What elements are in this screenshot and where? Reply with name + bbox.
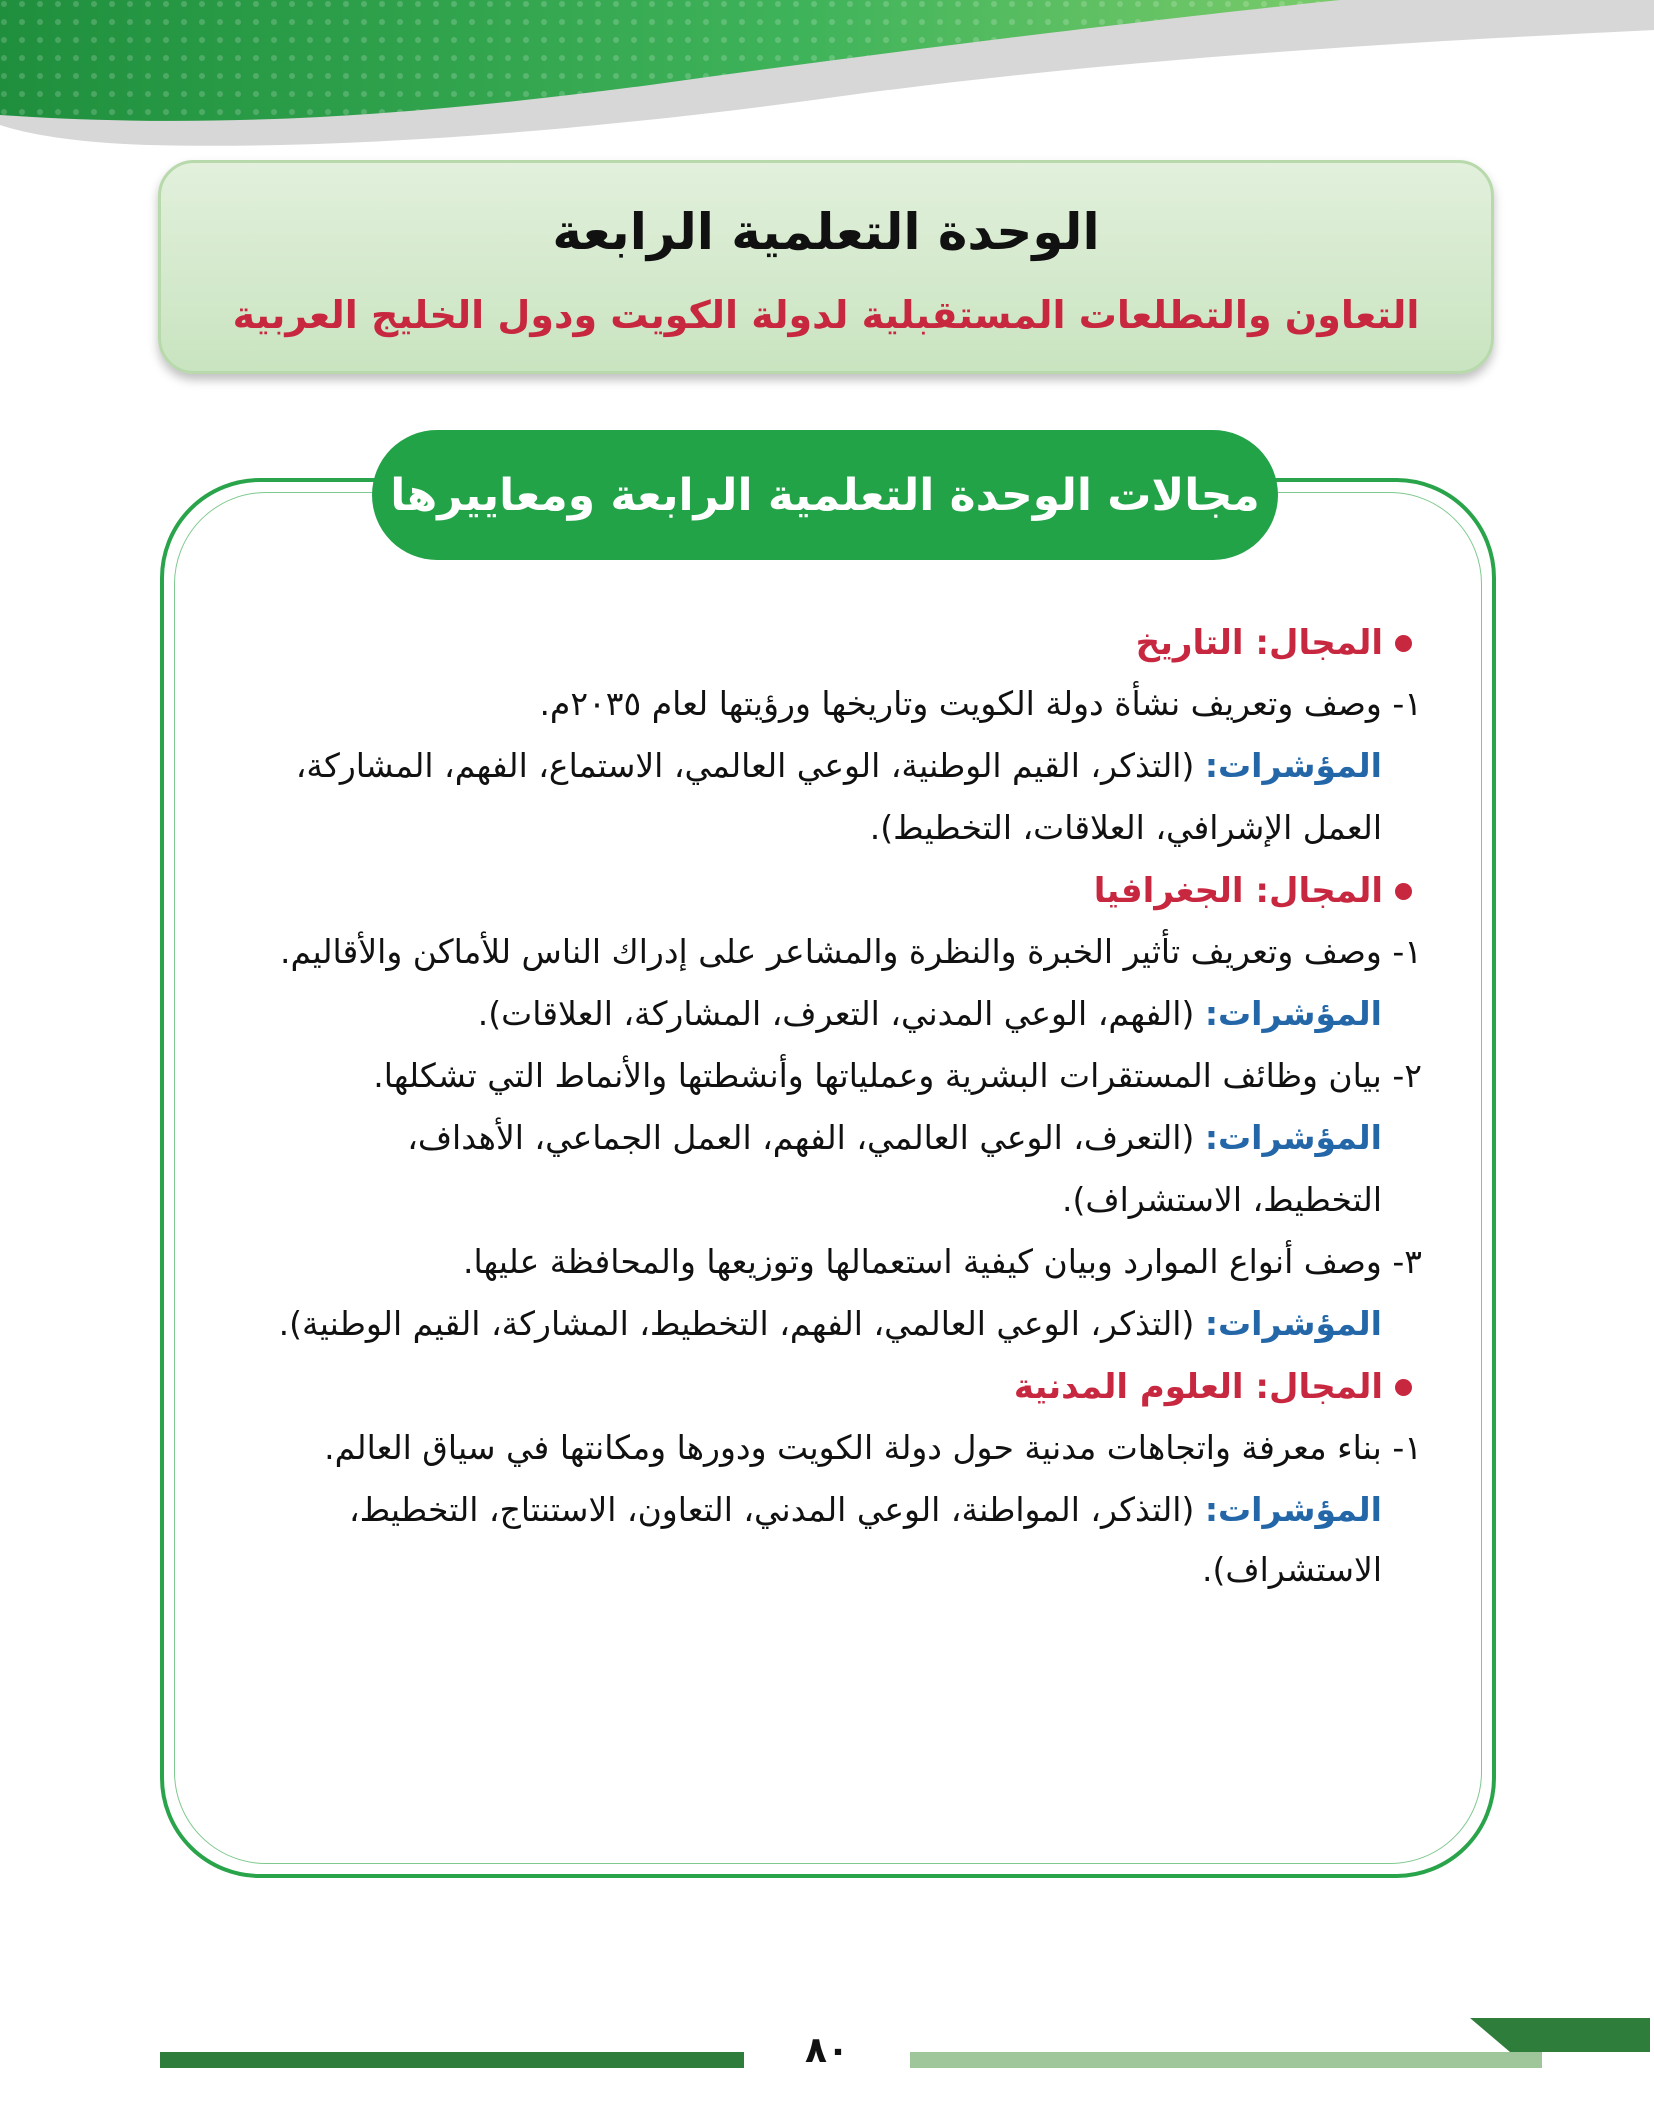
page-number: ٨٠ [805, 2030, 849, 2071]
indicators-text: (التذكر، الوعي العالمي، الفهم، التخطيط، المشاركة، القيم الوطنية). [278, 1304, 1195, 1343]
indicators-line [172, 1480, 1422, 1600]
indicators-label: المؤشرات: [1204, 746, 1382, 785]
indicators-line [172, 984, 1422, 1046]
indicators-label: المؤشرات: [1204, 1490, 1382, 1529]
standard-item: ٣- وصف أنواع الموارد وبيان كيفية استعمالها وتوزيعها والمحافظة عليها. [462, 1242, 1422, 1281]
domain-title: المجال: التاريخ [1135, 623, 1383, 663]
standard-item: ٢- بيان وظائف المستقرات البشرية وعملياتها وأنشطتها والأنماط التي تشكلها. [373, 1056, 1422, 1095]
indicators-label: المؤشرات: [1204, 1118, 1382, 1157]
section-title-pill: مجالات الوحدة التعلمية الرابعة ومعاييرها [372, 430, 1278, 560]
domain-heading-history [172, 612, 1422, 674]
indicators-line [172, 1294, 1422, 1356]
unit-title: الوحدة التعلمية الرابعة [552, 203, 1100, 261]
indicators-text: (الفهم، الوعي المدني، التعرف، المشاركة، العلاقات). [477, 994, 1195, 1033]
unit-header-banner [158, 160, 1494, 374]
standard-item: ١- بناء معرفة واتجاهات مدنية حول دولة الكويت ودورها ومكانتها في سياق العالم. [324, 1428, 1422, 1467]
indicators-text: (التذكر، المواطنة، الوعي المدني، التعاون، الاستنتاج، التخطيط، الاستشراف). [348, 1490, 1382, 1589]
bullet-icon [1395, 1379, 1412, 1396]
indicators-label: المؤشرات: [1204, 994, 1382, 1033]
footer-bar-right [910, 2052, 1542, 2068]
standard-item: ١- وصف وتعريف نشأة دولة الكويت وتاريخها ورؤيتها لعام ٢٠٣٥م. [539, 684, 1422, 723]
footer-bar-left [160, 2052, 744, 2068]
domain-heading-geography [172, 860, 1422, 922]
domains-content [172, 612, 1422, 1600]
indicators-label: المؤشرات: [1204, 1304, 1382, 1343]
unit-subtitle: التعاون والتطلعات المستقبلية لدولة الكويت ودول الخليج العربية [232, 293, 1420, 337]
domain-title: المجال: العلوم المدنية [1013, 1367, 1383, 1407]
indicators-text: (التذكر، القيم الوطنية، الوعي العالمي، الاستماع، الفهم، المشاركة، [295, 746, 1195, 785]
bullet-icon [1395, 883, 1412, 900]
indicators-text: (التعرف، الوعي العالمي، الفهم، العمل الجماعي، الأهداف، [407, 1118, 1195, 1157]
domain-title: المجال: الجغرافيا [1093, 871, 1383, 911]
domain-heading-civics [172, 1356, 1422, 1418]
indicators-line [172, 736, 1422, 798]
top-wave-decoration [0, 0, 1654, 170]
indicators-continuation: التخطيط، الاستشراف). [1062, 1180, 1382, 1219]
indicators-continuation: العمل الإشرافي، العلاقات، التخطيط). [869, 808, 1382, 847]
footer-corner-decoration [1470, 2018, 1650, 2052]
standard-item: ١- وصف وتعريف تأثير الخبرة والنظرة والمشاعر على إدراك الناس للأماكن والأقاليم. [280, 932, 1422, 971]
bullet-icon [1395, 635, 1412, 652]
indicators-line [172, 1108, 1422, 1170]
